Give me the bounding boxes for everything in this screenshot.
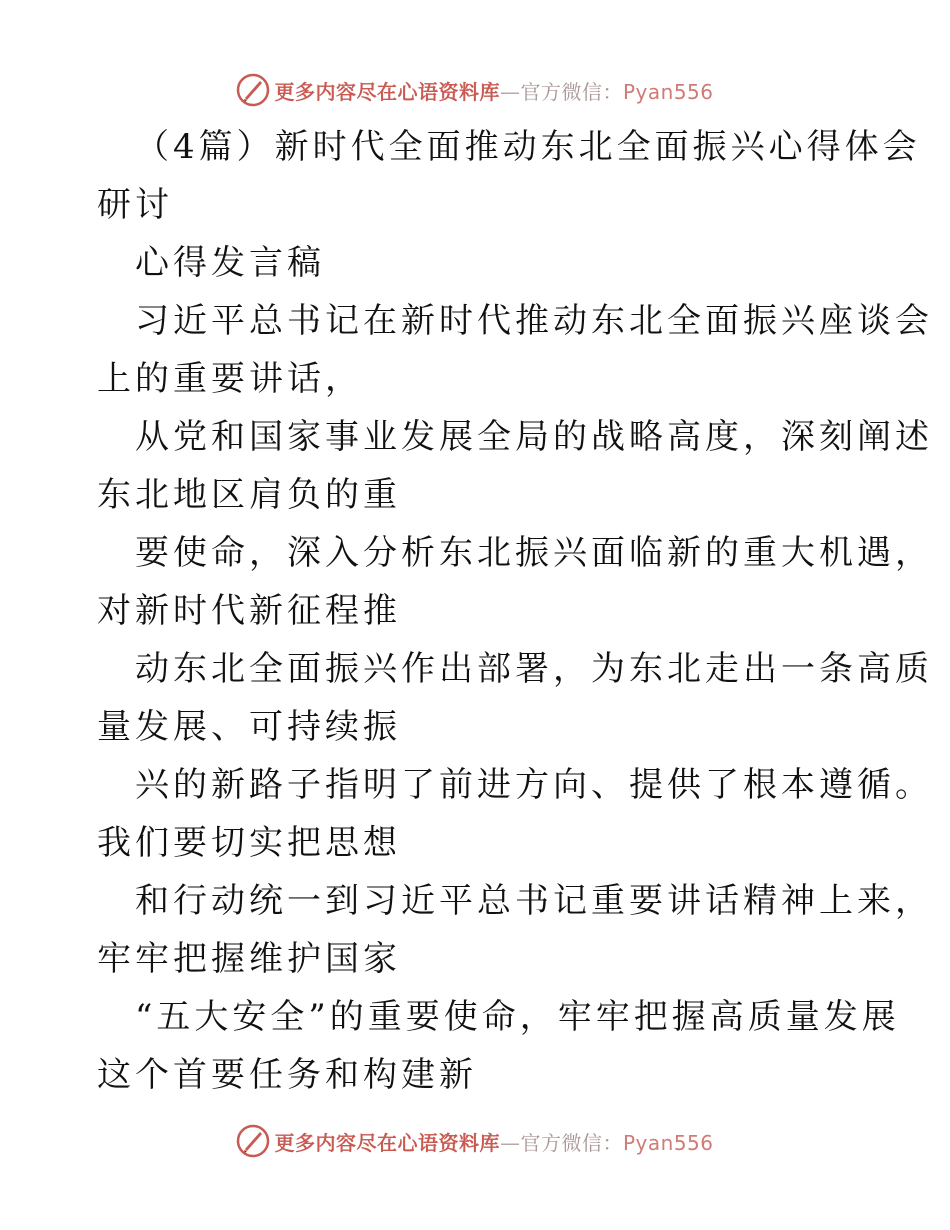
header-wechat-id: Pyan556 — [622, 79, 714, 104]
header-banner-text — [274, 76, 713, 105]
footer-banner-text — [274, 1127, 713, 1156]
footer-wechat-label: 官方微信： — [520, 1130, 623, 1155]
document-title-line: （4篇）新时代全面推动东北全面振兴心得体会 — [135, 127, 921, 167]
document-body — [97, 118, 933, 1104]
feather-pen-logo-icon — [236, 1124, 270, 1158]
paragraph-line: 上的重要讲话， — [97, 359, 363, 399]
paragraph-line: 动东北全面振兴作出部署，为东北走出一条高质 — [135, 649, 933, 689]
paragraph-line: 量发展、可持续振 — [97, 707, 401, 747]
paragraph-line: 习近平总书记在新时代推动东北全面振兴座谈会 — [135, 301, 933, 341]
header-brand-text: 更多内容尽在心语资料库 — [274, 79, 500, 104]
paragraph-line: 对新时代新征程推 — [97, 591, 401, 631]
feather-pen-logo-icon — [236, 73, 270, 107]
document-title-continuation: 研讨 — [97, 185, 173, 225]
paragraph-line: 和行动统一到习近平总书记重要讲话精神上来， — [135, 881, 933, 921]
footer-separator: — — [499, 1130, 521, 1155]
paragraph-line: 牢牢把握维护国家 — [97, 939, 401, 979]
paragraph-line: 东北地区肩负的重 — [97, 475, 401, 515]
paragraph-line: “五大安全”的重要使命，牢牢把握高质量发展 — [135, 997, 900, 1037]
footer-watermark-banner — [0, 1121, 950, 1161]
document-subtitle: 心得发言稿 — [135, 243, 325, 283]
paragraph-line: 兴的新路子指明了前进方向、提供了根本遵循。 — [135, 765, 933, 805]
footer-wechat-id: Pyan556 — [622, 1130, 714, 1155]
paragraph-line: 要使命，深入分析东北振兴面临新的重大机遇， — [135, 533, 933, 573]
header-separator: — — [499, 79, 521, 104]
footer-brand-text: 更多内容尽在心语资料库 — [274, 1130, 500, 1155]
paragraph-line: 从党和国家事业发展全局的战略高度，深刻阐述 — [135, 417, 933, 457]
header-watermark-banner — [0, 70, 950, 110]
header-wechat-label: 官方微信： — [520, 79, 623, 104]
paragraph-line: 我们要切实把思想 — [97, 823, 401, 863]
paragraph-line: 这个首要任务和构建新 — [97, 1055, 477, 1095]
